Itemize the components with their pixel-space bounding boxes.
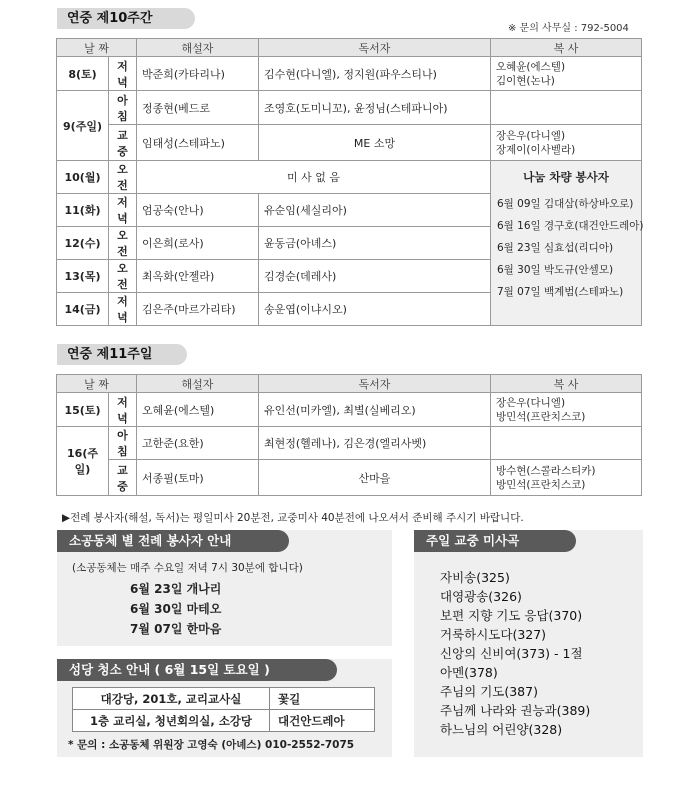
table-row	[57, 460, 642, 496]
no-mass-cell: 미 사 없 음	[137, 161, 491, 194]
community-item: 6월 30일 마테오	[130, 602, 222, 616]
hymns-title: 주일 교중 미사곡	[414, 530, 576, 552]
table-header-row	[57, 39, 642, 57]
hymn-item: 주님의 기도(387)	[440, 684, 538, 699]
table-row	[57, 427, 642, 460]
cleaning-title: 성당 청소 안내 ( 6월 15일 토요일 )	[57, 659, 337, 681]
time-cell: 오전	[109, 161, 137, 194]
time-cell: 아침	[109, 427, 137, 460]
commentator-cell: 최옥화(안젤라)	[137, 260, 259, 293]
server-name: 오혜윤(에스텔)	[496, 60, 566, 73]
reader-cell: 윤동금(아녜스)	[259, 227, 491, 260]
sharing-item: 6월 30일 박도규(안셀모)	[497, 264, 614, 276]
hymn-item: 거룩하시도다(327)	[440, 627, 547, 642]
reader-cell: 김경순(데레사)	[259, 260, 491, 293]
date-cell: 10(월)	[57, 161, 109, 194]
sharing-vehicle-panel	[491, 161, 642, 326]
sharing-item: 6월 16일 경구호(대건안드레아)	[497, 220, 644, 232]
commentator-cell: 엄공숙(안나)	[137, 194, 259, 227]
table-row	[57, 57, 642, 91]
date-cell: 13(목)	[57, 260, 109, 293]
date-cell: 16(주일)	[57, 427, 109, 496]
hymn-item: 아멘(378)	[440, 665, 498, 680]
table-row	[57, 393, 642, 427]
hymn-item: 자비송(325)	[440, 570, 510, 585]
table-row	[57, 125, 642, 161]
time-cell: 저녁	[109, 293, 137, 326]
table-row	[57, 91, 642, 125]
server-name: 장제이(이사벨라)	[496, 143, 576, 156]
date-cell: 14(금)	[57, 293, 109, 326]
table-row	[73, 688, 375, 710]
table-row	[57, 161, 642, 194]
time-cell: 오전	[109, 260, 137, 293]
time-cell: 교중	[109, 460, 137, 496]
header-reader: 독서자	[259, 39, 491, 57]
server-name: 방민석(프란치스코)	[496, 478, 586, 491]
server-cell	[491, 460, 642, 496]
hymn-item: 신앙의 신비여(373) - 1절	[440, 646, 583, 661]
sharing-item: 6월 09일 김대삼(하상바오로)	[497, 198, 634, 210]
reader-cell: 김수현(다니엘), 정지원(파우스티나)	[259, 57, 491, 91]
reader-cell: 유순임(세실리아)	[259, 194, 491, 227]
hymn-item: 대영광송(326)	[440, 589, 522, 604]
header-commentator: 해설자	[137, 375, 259, 393]
community-title: 소공동체 별 전례 봉사자 안내	[57, 530, 289, 552]
table-row	[73, 710, 375, 732]
week11-title: 연중 제11주일	[57, 344, 187, 365]
time-cell: 오전	[109, 227, 137, 260]
week11-schedule-table	[56, 374, 642, 496]
date-cell: 9(주일)	[57, 91, 109, 161]
server-cell	[491, 427, 642, 460]
time-cell: 저녁	[109, 194, 137, 227]
date-cell: 15(토)	[57, 393, 109, 427]
cleaning-group: 꽃길	[270, 688, 375, 710]
header-server: 복 사	[491, 375, 642, 393]
community-item: 7월 07일 한마음	[130, 622, 222, 636]
cleaning-place: 대강당, 201호, 교리교사실	[73, 688, 270, 710]
time-cell: 저녁	[109, 393, 137, 427]
hymn-item: 주님께 나라와 권능과(389)	[440, 703, 591, 718]
sharing-title: 나눔 차량 봉사자	[523, 170, 609, 184]
commentator-cell: 이은희(로사)	[137, 227, 259, 260]
commentator-cell: 김은주(마르가리타)	[137, 293, 259, 326]
hymn-item: 보편 지향 기도 응답(370)	[440, 608, 583, 623]
server-name: 방민석(프란치스코)	[496, 410, 586, 423]
date-cell: 11(화)	[57, 194, 109, 227]
commentator-cell: 임태성(스테파노)	[137, 125, 259, 161]
server-cell	[491, 91, 642, 125]
time-cell: 저녁	[109, 57, 137, 91]
time-cell: 교중	[109, 125, 137, 161]
community-item: 6월 23일 개나리	[130, 582, 222, 596]
reader-cell: 최현정(헬레나), 김은경(엘리사벳)	[259, 427, 491, 460]
week10-schedule-table	[56, 38, 642, 326]
cleaning-contact: * 문의 : 소공동체 위원장 고영숙 (아녜스) 010-2552-7075	[68, 739, 355, 751]
server-cell	[491, 57, 642, 91]
liturgy-note: ▶전례 봉사자(해설, 독서)는 평일미사 20분전, 교중미사 40분전에 나오셔서 준비해 주시기 바랍니다.	[62, 512, 524, 524]
community-subtitle: (소공동체는 매주 수요일 저녁 7시 30분에 합니다)	[72, 562, 303, 574]
cleaning-place: 1층 교리실, 청년회의실, 소강당	[73, 710, 270, 732]
date-cell: 8(토)	[57, 57, 109, 91]
reader-cell: 산마을	[259, 460, 491, 496]
sharing-item: 7월 07일 백계범(스테파노)	[497, 286, 624, 298]
commentator-cell: 박준희(카타리나)	[137, 57, 259, 91]
server-cell	[491, 125, 642, 161]
reader-cell: 조영호(도미니꼬), 윤정님(스테파니아)	[259, 91, 491, 125]
reader-cell: ME 소망	[259, 125, 491, 161]
commentator-cell: 고한준(요한)	[137, 427, 259, 460]
commentator-cell: 정종현(베드로	[137, 91, 259, 125]
header-date: 날 짜	[57, 375, 137, 393]
commentator-cell: 오혜윤(에스텔)	[137, 393, 259, 427]
server-name: 장은우(다니엘)	[496, 396, 566, 409]
cleaning-group: 대건안드레아	[270, 710, 375, 732]
server-cell	[491, 393, 642, 427]
reader-cell: 송운엽(이냐시오)	[259, 293, 491, 326]
office-contact: ※ 문의 사무실 : 792-5004	[508, 23, 629, 34]
server-name: 장은우(다니엘)	[496, 129, 566, 142]
server-name: 김이현(논나)	[496, 74, 555, 87]
table-header-row	[57, 375, 642, 393]
reader-cell: 유인선(미카엘), 최별(실베리오)	[259, 393, 491, 427]
hymn-item: 하느님의 어린양(328)	[440, 722, 563, 737]
time-cell: 아침	[109, 91, 137, 125]
cleaning-table	[72, 687, 375, 732]
commentator-cell: 서종필(토마)	[137, 460, 259, 496]
header-date: 날 짜	[57, 39, 137, 57]
week10-title: 연중 제10주간	[57, 8, 195, 29]
header-reader: 독서자	[259, 375, 491, 393]
sharing-item: 6월 23일 심효섭(리디아)	[497, 242, 614, 254]
date-cell: 12(수)	[57, 227, 109, 260]
header-server: 복 사	[491, 39, 642, 57]
server-name: 방수현(스콜라스티카)	[496, 464, 596, 477]
header-commentator: 해설자	[137, 39, 259, 57]
